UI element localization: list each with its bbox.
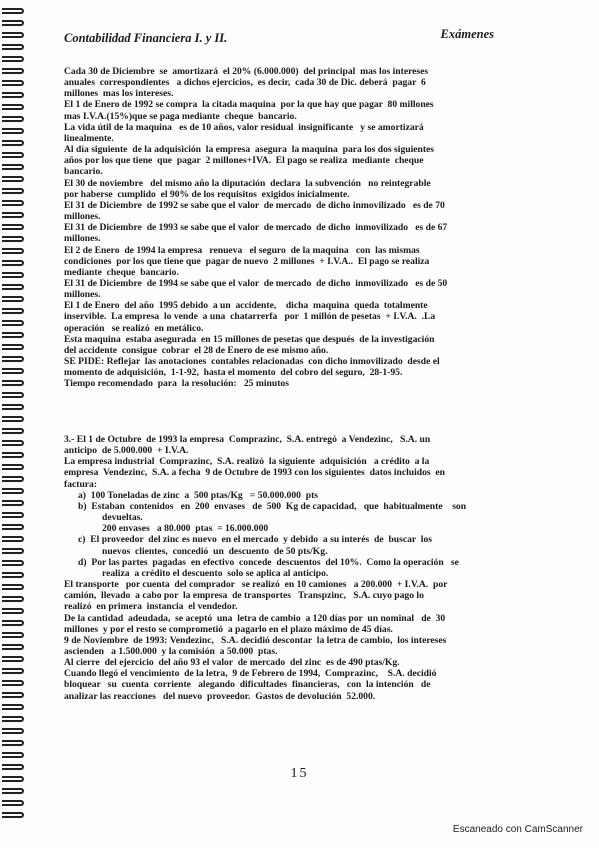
text-line: nuevos clientes, concedió un descuento de 50 pts/Kg. bbox=[90, 545, 328, 557]
spiral-ring bbox=[2, 68, 24, 74]
text-line: analizar las reacciones del nuevo proveedor. Gastos de devolución 52.000. bbox=[64, 690, 376, 702]
spiral-ring bbox=[2, 608, 24, 614]
spiral-ring bbox=[2, 728, 24, 734]
spiral-ring bbox=[2, 584, 24, 590]
scanner-watermark: Escaneado con CamScanner bbox=[452, 824, 583, 835]
text-line: millones y por el resto se comprometió a pagarlo en el plazo máximo de 45 días. bbox=[64, 623, 393, 635]
text-line: mas I.V.A.(15%)que se paga mediante cheque bancario. bbox=[64, 110, 297, 122]
text-line: De la cantidad adeudada, se aceptó una letra de cambio a 120 días por un nominal de 30 bbox=[64, 612, 446, 624]
spiral-ring bbox=[2, 152, 24, 158]
spiral-ring bbox=[2, 740, 24, 746]
spiral-ring bbox=[2, 392, 24, 398]
text-line: Esta maquina estaba asegurada en 15 millones de pesetas que después de la investigación bbox=[64, 333, 435, 345]
spiral-ring bbox=[2, 248, 24, 254]
text-line: millones mas los intereses. bbox=[64, 88, 174, 100]
text-line: millones. bbox=[64, 211, 101, 223]
spiral-ring bbox=[2, 668, 24, 674]
spiral-ring bbox=[2, 704, 24, 710]
text-line: devueltas. bbox=[90, 512, 143, 524]
spiral-ring bbox=[2, 344, 24, 350]
text-line: realiza a crédito el descuento solo se aplica al anticipo. bbox=[90, 567, 329, 579]
spiral-ring bbox=[2, 296, 24, 302]
text-line: millones. bbox=[64, 289, 101, 301]
spiral-ring bbox=[2, 32, 24, 38]
text-line: linealmente. bbox=[64, 132, 114, 144]
text-line: ascienden a 1.500.000 y la comisión a 50.000 ptas. bbox=[64, 645, 278, 657]
page-number: 15 bbox=[290, 766, 309, 781]
spiral-ring bbox=[2, 368, 24, 374]
spiral-ring bbox=[2, 680, 24, 686]
text-line: b) Estaban contenidos en 200 envases de 500 Kg de capacidad, que habitualmente son bbox=[78, 500, 467, 512]
text-line: Cuando llegó el vencimiento de la letra, 9 de Febrero de 1994, Comprazinc, S.A. decidió bbox=[64, 668, 437, 680]
text-line: El 31 de Diciembre de 1993 se sabe que el valor de mercado de dicho inmovilizado es de 67 bbox=[64, 222, 448, 234]
spiral-binding bbox=[0, 8, 30, 828]
text-line: a) 100 Toneladas de zinc a 500 ptas/Kg = 50.000.000 pts bbox=[78, 489, 319, 501]
spiral-ring bbox=[2, 356, 24, 362]
text-line: Cada 30 de Diciembre se amortizará el 20% (6.000.000) del principal mas los intereses bbox=[64, 66, 429, 77]
spiral-ring bbox=[2, 140, 24, 146]
spiral-ring bbox=[2, 500, 24, 506]
spiral-ring bbox=[2, 20, 24, 26]
spiral-ring bbox=[2, 320, 24, 326]
header-section: Exámenes bbox=[440, 27, 494, 41]
text-line: Al cierre del ejercicio del año 93 el valor de mercado del zinc es de 490 ptas/Kg. bbox=[64, 657, 400, 669]
text-line: años por los que tiene que pagar 2 millones+IVA. El pago se realiza mediante cheque bbox=[64, 155, 424, 167]
text-line: 3.- El 1 de Octubre de 1993 la empresa Comprazinc, S.A. entregó a Vendezinc, S.A. un bbox=[64, 434, 431, 445]
text-line: del accidente consigue cobrar el 28 de Enero de ese mismo año. bbox=[64, 344, 329, 356]
page-header bbox=[64, 27, 494, 49]
text-line: condiciones por los que tiene que pagar de nuevo 2 millones + I.V.A.. El pago se realiza bbox=[64, 255, 430, 267]
spiral-ring bbox=[2, 104, 24, 110]
spiral-ring bbox=[2, 752, 24, 758]
text-line: d) Por las partes pagadas en efectivo concede descuentos del 10%. Como la operación se bbox=[78, 556, 459, 568]
spiral-ring bbox=[2, 560, 24, 566]
spiral-ring bbox=[2, 452, 24, 458]
text-line: La empresa industrial Comprazinc, S.A. realizó la siguiente adquisición a crédito a la bbox=[64, 456, 430, 468]
spiral-ring bbox=[2, 188, 24, 194]
exercise-3-text bbox=[64, 434, 536, 702]
spiral-ring bbox=[2, 788, 24, 794]
spiral-ring bbox=[2, 620, 24, 626]
spiral-ring bbox=[2, 812, 24, 818]
header-title: Contabilidad Financiera I. y II. bbox=[64, 31, 228, 45]
text-line: Al día siguiente de la adquisición la empresa asegura la maquina para los dos siguientes bbox=[64, 144, 435, 156]
text-line: realizó en primera instancia el vendedor. bbox=[64, 601, 238, 613]
spiral-ring bbox=[2, 488, 24, 494]
exercise-2-text bbox=[64, 66, 536, 390]
spiral-ring bbox=[2, 548, 24, 554]
text-line: millones. bbox=[64, 233, 101, 245]
spiral-ring bbox=[2, 536, 24, 542]
spiral-ring bbox=[2, 416, 24, 422]
spiral-ring bbox=[2, 692, 24, 698]
text-line: 200 envases a 80.000 ptas = 16.000.000 bbox=[90, 523, 269, 535]
spiral-ring bbox=[2, 56, 24, 62]
text-line: La vida útil de la maquina es de 10 años, valor residual insignificante y se amortizará bbox=[64, 121, 424, 133]
text-line: Tiempo recomendado para la resolución: 25 minutos bbox=[64, 378, 289, 390]
spiral-ring bbox=[2, 464, 24, 470]
spiral-ring bbox=[2, 260, 24, 266]
text-line: empresa Vendezinc, S.A. a fecha 9 de Octubre de 1993 con los siguientes datos incluidos en bbox=[64, 467, 446, 479]
text-line: 9 de Noviembre de 1993: Vendezinc, S.A. decidió descontar la letra de cambio, los intereses bbox=[64, 634, 447, 646]
text-line: mediante cheque bancario. bbox=[64, 266, 179, 278]
spiral-ring bbox=[2, 524, 24, 530]
spiral-ring bbox=[2, 80, 24, 86]
text-line: por haberse cumplido el 90% de los requisitos exigidos inicialmente. bbox=[64, 188, 350, 200]
spiral-ring bbox=[2, 164, 24, 170]
text-line: El 30 de noviembre del mismo año la diputación declara la subvención no reintegrable bbox=[64, 177, 431, 189]
spiral-ring bbox=[2, 644, 24, 650]
text-line: El 1 de Enero del año 1995 debido a un accidente, dicha maquina queda totalmente bbox=[64, 300, 428, 312]
spiral-ring bbox=[2, 332, 24, 338]
spiral-ring bbox=[2, 224, 24, 230]
spiral-ring bbox=[2, 800, 24, 806]
spiral-ring bbox=[2, 128, 24, 134]
spiral-ring bbox=[2, 428, 24, 434]
text-line: factura: bbox=[64, 478, 98, 490]
text-line: anuales correspondientes a dichos ejercicios, es decir, cada 30 de Dic. deberá pagar 6 bbox=[64, 77, 426, 89]
text-line: bancario. bbox=[64, 166, 103, 178]
spiral-ring bbox=[2, 44, 24, 50]
text-line: SE PIDE: Reflejar las anotaciones contables relacionadas con dicho inmovilizado desde el bbox=[64, 356, 440, 368]
spiral-ring bbox=[2, 308, 24, 314]
text-line: operación se realizó en metálico. bbox=[64, 322, 204, 334]
text-line: momento de adquisición, 1-1-92, hasta el momento del cobro del seguro, 28-1-95. bbox=[64, 367, 403, 379]
spiral-ring bbox=[2, 8, 24, 14]
spiral-ring bbox=[2, 92, 24, 98]
text-line: bloquear su cuenta corriente alegando dificultades financieras, con la intención de bbox=[64, 679, 431, 691]
spiral-ring bbox=[2, 656, 24, 662]
spiral-ring bbox=[2, 116, 24, 122]
spiral-ring bbox=[2, 272, 24, 278]
text-line: inservible. La empresa lo vende a una chatarrerfa por 1 millón de pesetas + I.V.A. .La bbox=[64, 311, 436, 323]
spiral-ring bbox=[2, 716, 24, 722]
spiral-ring bbox=[2, 572, 24, 578]
spiral-ring bbox=[2, 404, 24, 410]
spiral-ring bbox=[2, 512, 24, 518]
text-line: El 31 de Diciembre de 1992 se sabe que el valor de mercado de dicho inmovilizado es de 70 bbox=[64, 199, 445, 211]
spiral-ring bbox=[2, 176, 24, 182]
spiral-ring bbox=[2, 440, 24, 446]
text-line: camión, llevado a cabo por la empresa de transportes Transpzinc, S.A. cuyo pago lo bbox=[64, 590, 424, 602]
spiral-ring bbox=[2, 632, 24, 638]
text-line: El transporte por cuenta del comprador se realizó en 10 camiones a 200.000 + I.V.A. por bbox=[64, 579, 448, 591]
spiral-ring bbox=[2, 200, 24, 206]
spiral-ring bbox=[2, 236, 24, 242]
text-line: El 1 de Enero de 1992 se compra la citada maquina por la que hay que pagar 80 millones bbox=[64, 99, 434, 111]
text-line: c) El proveedor del zinc es nuevo en el mercado y debido a su interés de buscar los bbox=[78, 534, 432, 546]
text-line: El 2 de Enero de 1994 la empresa renueva el seguro de la maquina con las mismas bbox=[64, 244, 420, 256]
spiral-ring bbox=[2, 212, 24, 218]
text-line: anticipo de 5.000.000 + I.V.A. bbox=[64, 445, 189, 457]
spiral-ring bbox=[2, 476, 24, 482]
spiral-ring bbox=[2, 284, 24, 290]
spiral-ring bbox=[2, 596, 24, 602]
spiral-ring bbox=[2, 380, 24, 386]
text-line: El 31 de Diciembre de 1994 se sabe que el valor de mercado de dicho inmovilizado es de 50 bbox=[64, 277, 448, 289]
